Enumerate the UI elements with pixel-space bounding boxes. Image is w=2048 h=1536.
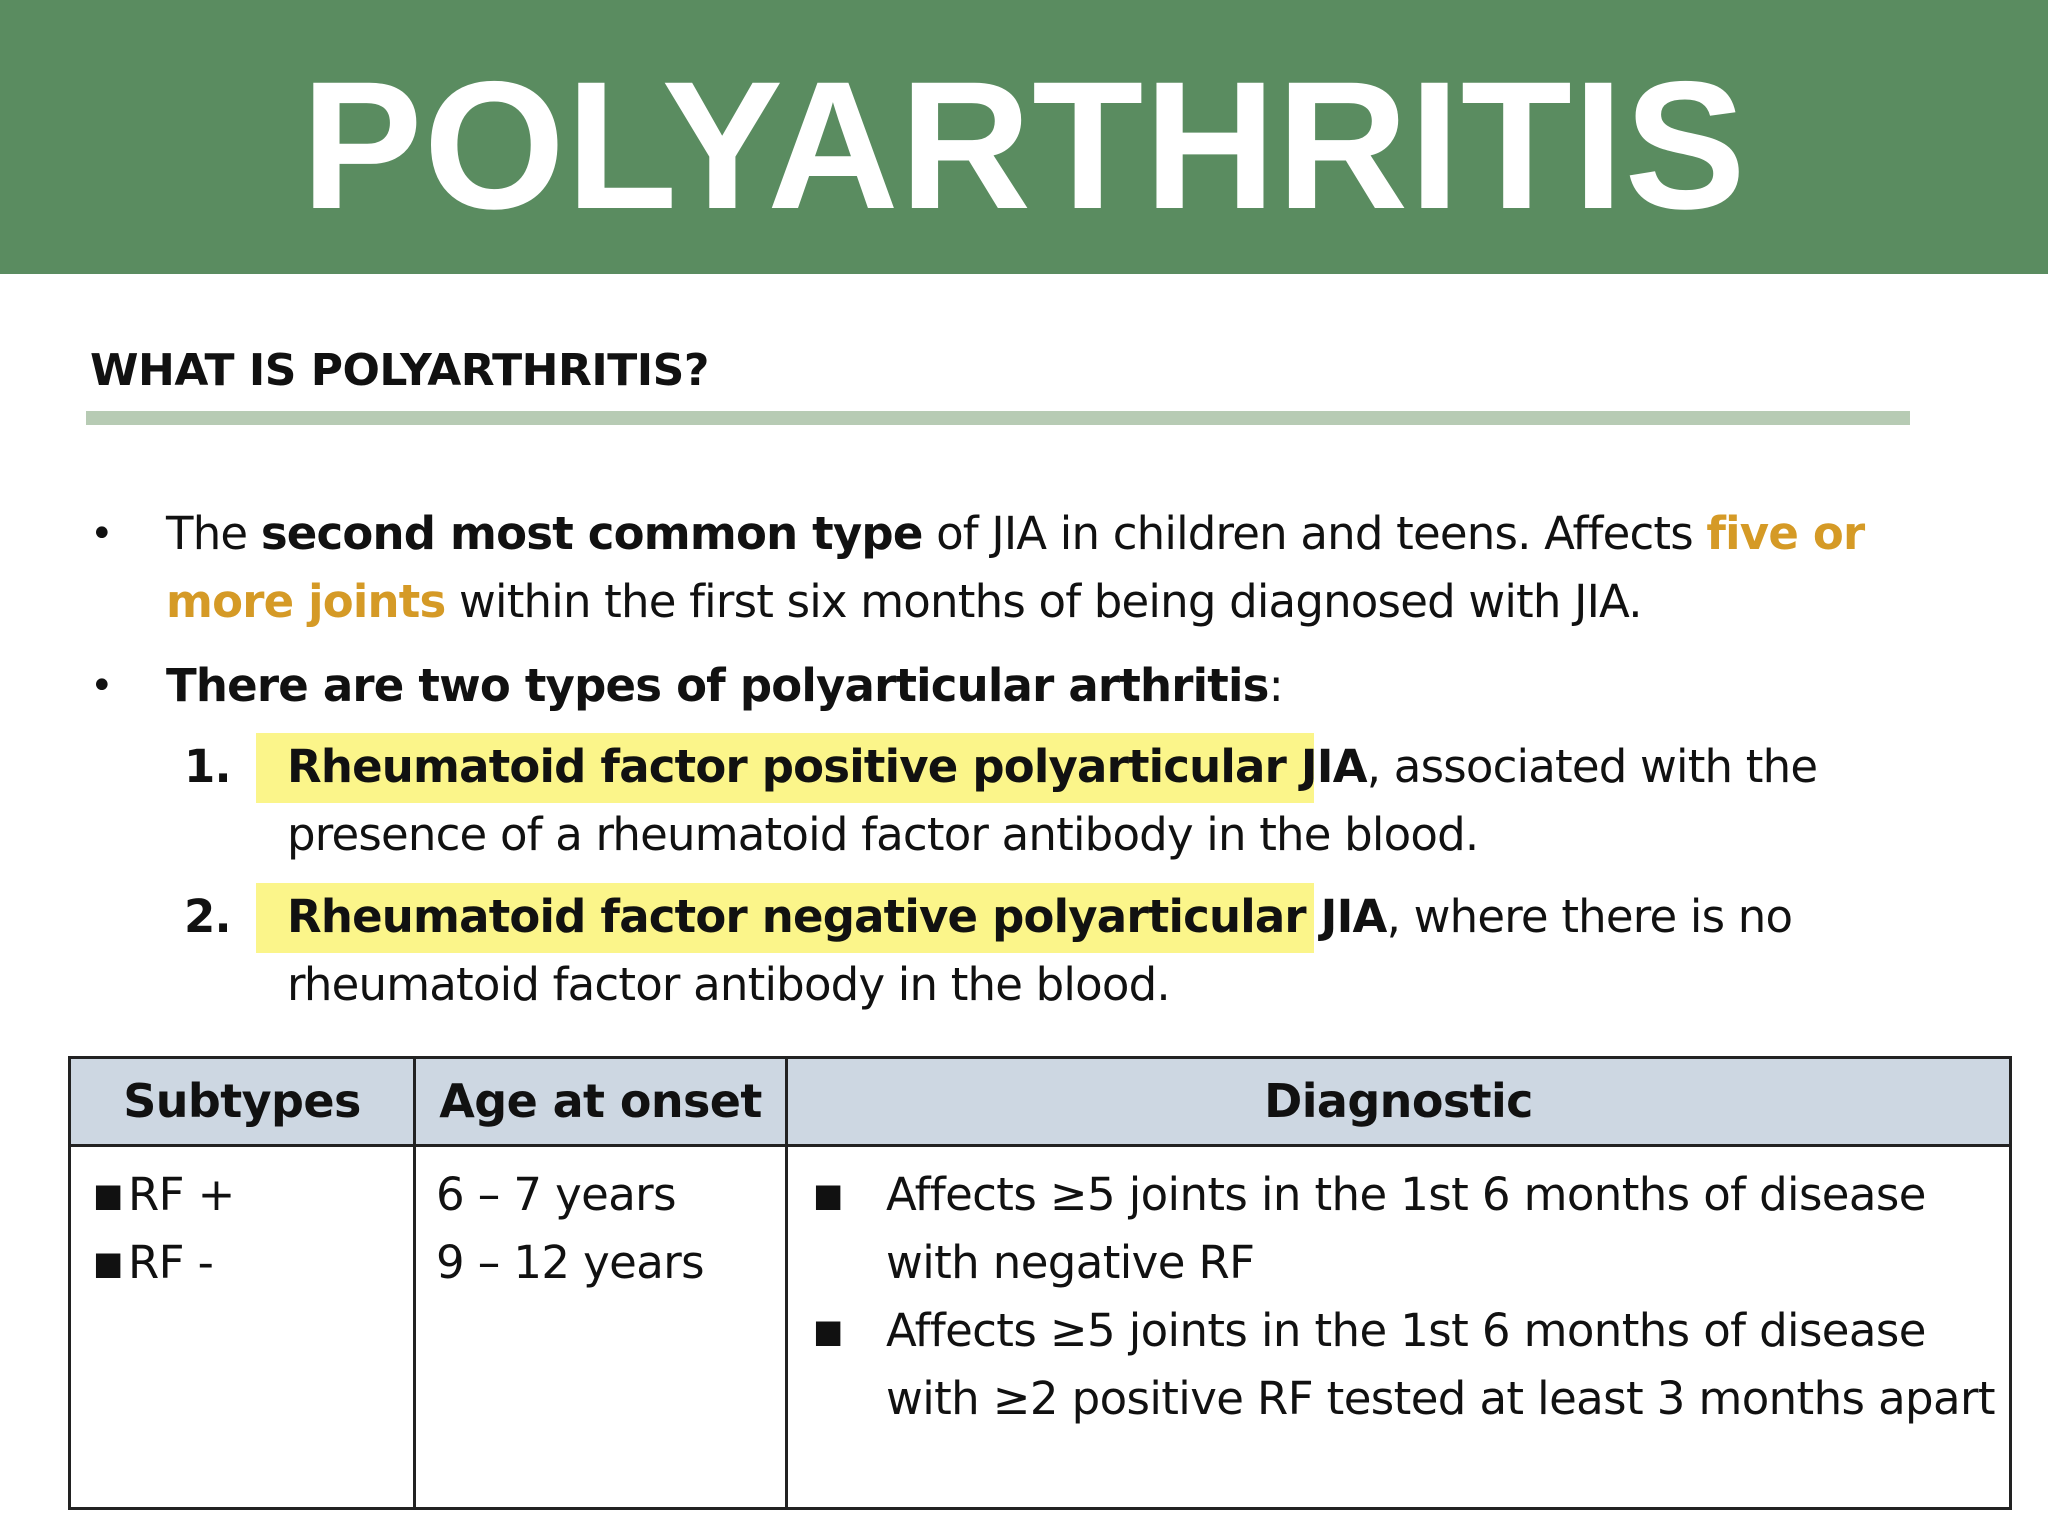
list-number: 2.: [184, 890, 231, 943]
square-bullet-icon: ■: [813, 1312, 844, 1350]
bullet-icon: •: [90, 663, 113, 709]
type-bold: Rheumatoid factor negative polyarticular JIA: [287, 890, 1387, 943]
bullet-lead: The: [166, 507, 261, 560]
square-bullet-icon: ■: [813, 1176, 844, 1214]
diagnostic-cell: Affects ≥5 joints in the 1st 6 months of disease with ≥2 positive RF tested at least 3 months apart: [886, 1304, 1995, 1425]
subtypes-table: [68, 1056, 2012, 1510]
bullet-icon: •: [90, 511, 113, 557]
type-tail: , associated with the presence of a rheumatoid factor antibody in the blood.: [287, 740, 1818, 861]
bullet-bold: There are two types of polyarticular arthritis: [166, 659, 1269, 712]
bullet-tail: :: [1268, 659, 1283, 712]
header-age: Age at onset: [439, 1074, 762, 1128]
list-number: 1.: [184, 740, 231, 793]
section-heading: WHAT IS POLYARTHRITIS?: [90, 345, 709, 396]
type-item: [287, 733, 1927, 869]
type-tail: , where there is no rheumatoid factor antibody in the blood.: [287, 890, 1793, 1011]
diagnostic-cell: Affects ≥5 joints in the 1st 6 months of disease with negative RF: [886, 1168, 1926, 1289]
bullet-item: [166, 500, 1906, 636]
bullet-tail: within the first six months of being diagnosed with JIA.: [445, 575, 1642, 628]
subtype-cell: RF -: [128, 1236, 214, 1289]
age-cell: 9 – 12 years: [436, 1236, 704, 1289]
section-divider: [86, 411, 1910, 425]
bullet-middle: of JIA in children and teens. Affects: [922, 507, 1707, 560]
subtype-cell: RF +: [128, 1168, 235, 1221]
age-cell: 6 – 7 years: [436, 1168, 676, 1221]
bullet-bold: second most common type: [260, 507, 923, 560]
title-banner: [0, 0, 2048, 274]
header-subtypes: Subtypes: [123, 1074, 361, 1128]
square-bullet-icon: ■: [93, 1244, 124, 1282]
page-title: POLYARTHRITIS: [301, 43, 1747, 247]
bullet-highlight: five or more joints: [166, 507, 1865, 628]
type-bold: Rheumatoid factor positive polyarticular JIA: [287, 740, 1367, 793]
bullet-item: [166, 652, 1906, 720]
header-diagnostic: Diagnostic: [1264, 1074, 1533, 1128]
square-bullet-icon: ■: [93, 1176, 124, 1214]
type-item: [287, 883, 1927, 1019]
